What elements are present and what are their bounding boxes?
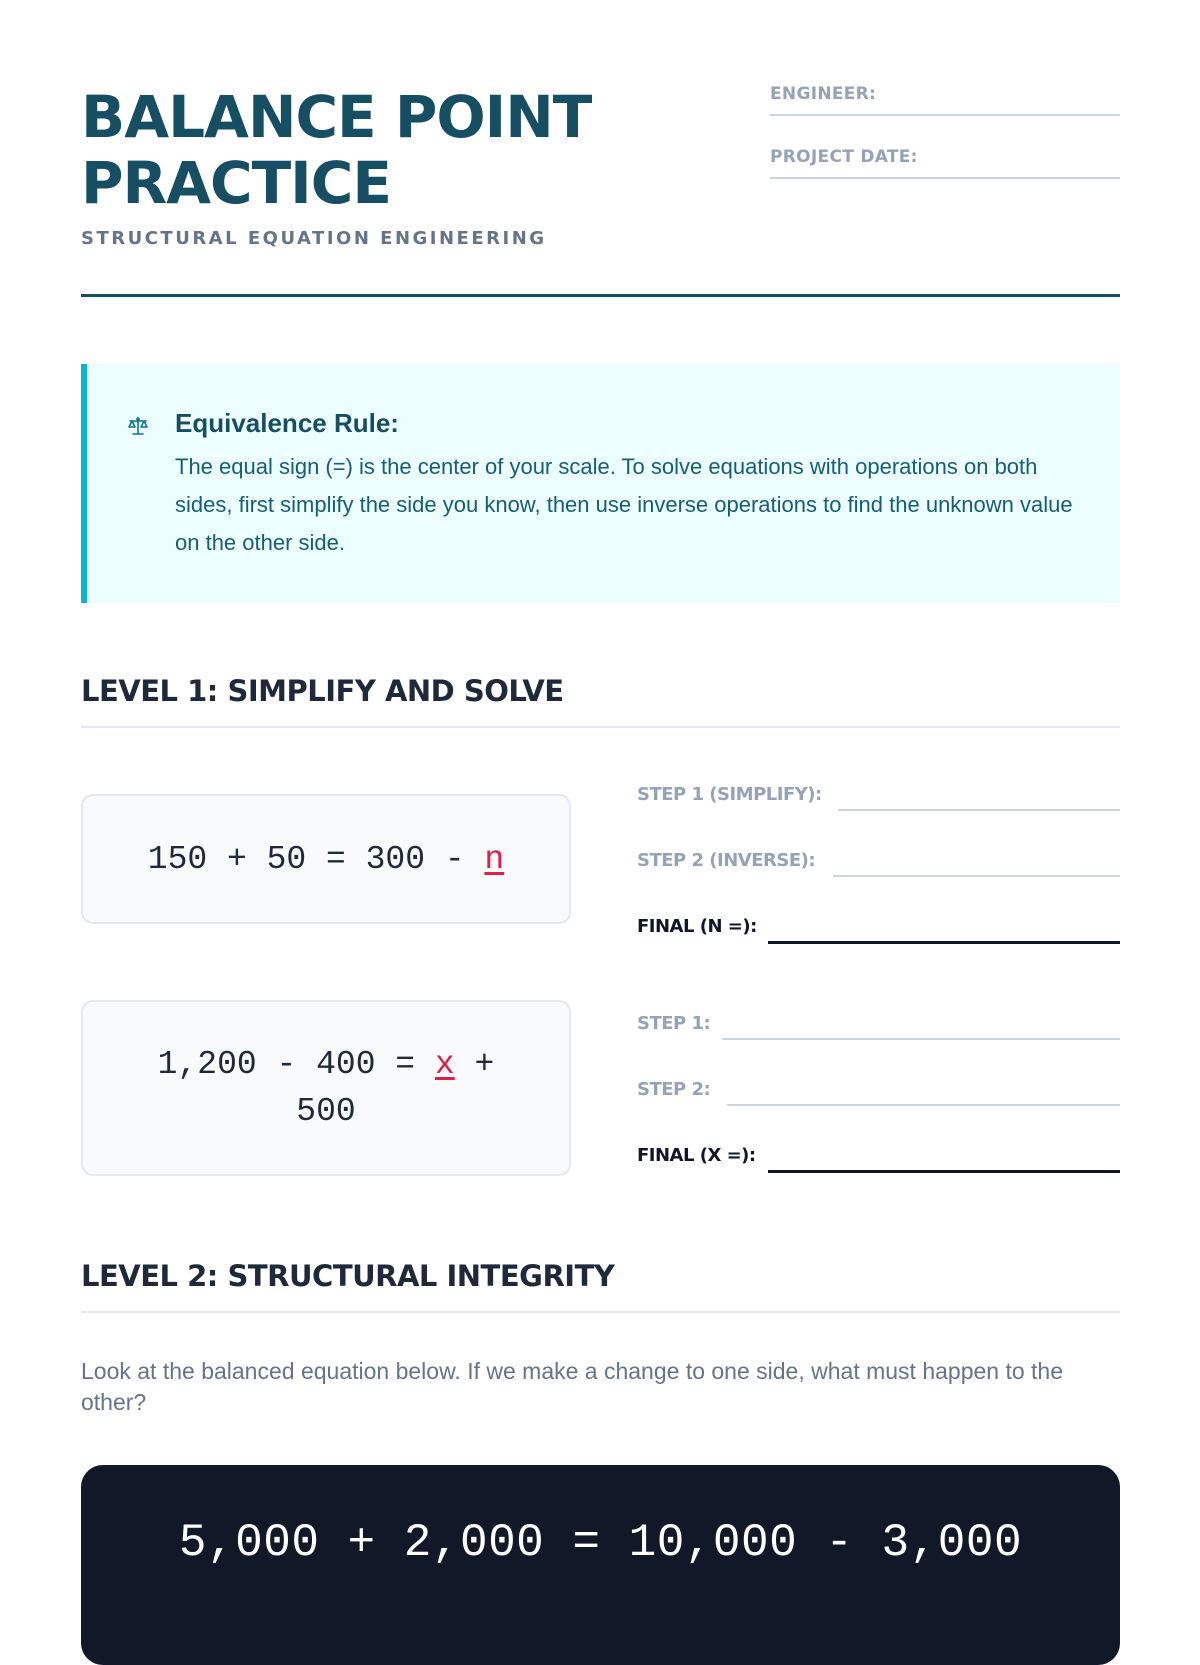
step-2-answer-line[interactable] — [727, 1104, 1120, 1106]
step-2-row[interactable] — [637, 1069, 1120, 1135]
callout-title: Equivalence Rule: — [175, 408, 399, 438]
final-row[interactable] — [637, 906, 1120, 972]
step-1-label: STEP 1 (SIMPLIFY): — [637, 784, 822, 805]
step-1-answer-line[interactable] — [838, 809, 1120, 811]
step-2-label: STEP 2: — [637, 1079, 711, 1100]
level-1-heading: LEVEL 1: SIMPLIFY AND SOLVE — [81, 674, 1120, 728]
variable-x: x — [434, 1046, 455, 1083]
step-1-row[interactable] — [637, 1003, 1120, 1069]
engineer-label: ENGINEER: — [770, 84, 877, 104]
header-divider — [81, 294, 1120, 297]
equation-card-2 — [81, 1000, 571, 1176]
page-subtitle: STRUCTURAL EQUATION ENGINEERING — [81, 228, 547, 249]
problem-2-steps — [637, 1003, 1120, 1201]
final-answer-line[interactable] — [768, 941, 1120, 944]
step-2-row[interactable] — [637, 840, 1120, 906]
balanced-equation: 5,000 + 2,000 = 10,000 - 3,000 — [178, 1517, 1023, 1569]
step-2-answer-line[interactable] — [833, 875, 1120, 877]
page-title: BALANCE POINT PRACTICE — [81, 83, 592, 217]
step-2-label: STEP 2 (INVERSE): — [637, 850, 816, 871]
engineer-field[interactable] — [770, 84, 1120, 116]
step-1-answer-line[interactable] — [722, 1038, 1120, 1040]
problem-1-steps — [637, 774, 1120, 972]
final-label: FINAL (N =): — [637, 916, 757, 937]
step-1-label: STEP 1: — [637, 1013, 711, 1034]
equivalence-rule-callout — [81, 364, 1120, 603]
project-date-label: PROJECT DATE: — [770, 147, 918, 167]
project-date-field[interactable] — [770, 147, 1120, 179]
level-2-heading: LEVEL 2: STRUCTURAL INTEGRITY — [81, 1259, 1120, 1313]
callout-body: The equal sign (=) is the center of your scale. To solve equations with operations on both sides, first simplify the side you know, then use inverse operations to find the unknown value on the other side. — [175, 454, 1073, 555]
scale-icon — [127, 416, 155, 440]
header — [81, 84, 1120, 296]
equation-2: 1,200 - 400 = x + 500 — [157, 1046, 515, 1130]
final-answer-line[interactable] — [768, 1170, 1120, 1173]
equation-1: 150 + 50 = 300 - n — [147, 840, 505, 878]
step-1-row[interactable] — [637, 774, 1120, 840]
equation-card-1 — [81, 794, 571, 924]
final-label: FINAL (X =): — [637, 1145, 756, 1166]
final-row[interactable] — [637, 1135, 1120, 1201]
meta-fields — [770, 84, 1120, 210]
level-2-intro: Look at the balanced equation below. If we make a change to one side, what must happen to the other? — [81, 1358, 1064, 1415]
balanced-equation-panel — [81, 1465, 1120, 1665]
variable-n: n — [484, 840, 505, 878]
